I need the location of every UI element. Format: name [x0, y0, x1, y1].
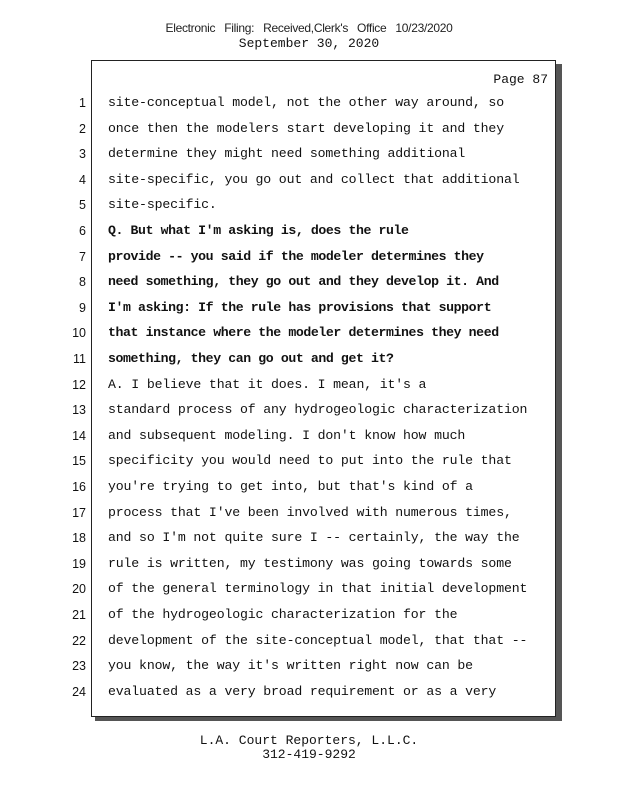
transcript-line: site-specific.	[108, 197, 217, 212]
question-line: provide -- you said if the modeler determines they	[108, 249, 484, 264]
answer-line: development of the site-conceptual model, that that --	[108, 633, 528, 648]
line-number: 1	[79, 96, 86, 110]
line-number: 16	[72, 480, 86, 494]
page-number: Page 87	[493, 72, 548, 87]
transcript-line: once then the modelers start developing it and they	[108, 121, 504, 136]
transcript-line: site-conceptual model, not the other way around, so	[108, 95, 504, 110]
line-number: 14	[72, 429, 86, 443]
line-number: 8	[79, 275, 86, 289]
electronic-filing-stamp: Electronic Filing: Received,Clerk's Office 10/23/2020	[165, 21, 453, 35]
line-number: 4	[79, 173, 86, 187]
question-line: Q. But what I'm asking is, does the rule	[108, 223, 409, 238]
answer-line: standard process of any hydrogeologic characterization	[108, 402, 528, 417]
reporter-phone: 312-419-9292	[262, 747, 356, 762]
line-number: 22	[72, 634, 86, 648]
line-number: 12	[72, 378, 86, 392]
answer-line: evaluated as a very broad requirement or as a very	[108, 684, 497, 699]
line-number: 11	[73, 352, 86, 366]
reporter-company: L.A. Court Reporters, L.L.C.	[199, 733, 419, 748]
answer-line: you know, the way it's written right now can be	[108, 658, 473, 673]
answer-line: of the hydrogeologic characterization for the	[108, 607, 458, 622]
line-number: 6	[79, 224, 86, 238]
transcript-line: determine they might need something additional	[108, 146, 466, 161]
answer-line: of the general terminology in that initial development	[108, 581, 528, 596]
line-number: 10	[72, 326, 86, 340]
line-number: 2	[79, 122, 86, 136]
line-number: 15	[72, 454, 86, 468]
line-number: 19	[72, 557, 86, 571]
line-number: 7	[79, 250, 86, 264]
answer-line: and subsequent modeling. I don't know how much	[108, 428, 466, 443]
question-line: I'm asking: If the rule has provisions that support	[108, 300, 492, 315]
transcript-date: September 30, 2020	[238, 36, 380, 51]
answer-line: A. I believe that it does. I mean, it's a	[108, 377, 427, 392]
answer-line: process that I've been involved with numerous times,	[108, 505, 512, 520]
transcript-line: site-specific, you go out and collect that additional	[108, 172, 520, 187]
line-number: 13	[72, 403, 86, 417]
answer-line: you're trying to get into, but that's kind of a	[108, 479, 473, 494]
line-number: 5	[79, 198, 86, 212]
line-number: 24	[72, 685, 86, 699]
line-number: 20	[72, 582, 86, 596]
line-number: 17	[72, 506, 86, 520]
line-number: 21	[72, 608, 86, 622]
line-number: 3	[79, 147, 86, 161]
answer-line: rule is written, my testimony was going towards some	[108, 556, 512, 571]
line-number: 23	[72, 659, 86, 673]
question-line: need something, they go out and they develop it. And	[108, 274, 499, 289]
answer-line: specificity you would need to put into the rule that	[108, 453, 512, 468]
question-line: that instance where the modeler determines they need	[108, 325, 499, 340]
line-number: 9	[79, 301, 86, 315]
line-number: 18	[72, 531, 86, 545]
question-line: something, they can go out and get it?	[108, 351, 394, 366]
answer-line: and so I'm not quite sure I -- certainly, the way the	[108, 530, 520, 545]
